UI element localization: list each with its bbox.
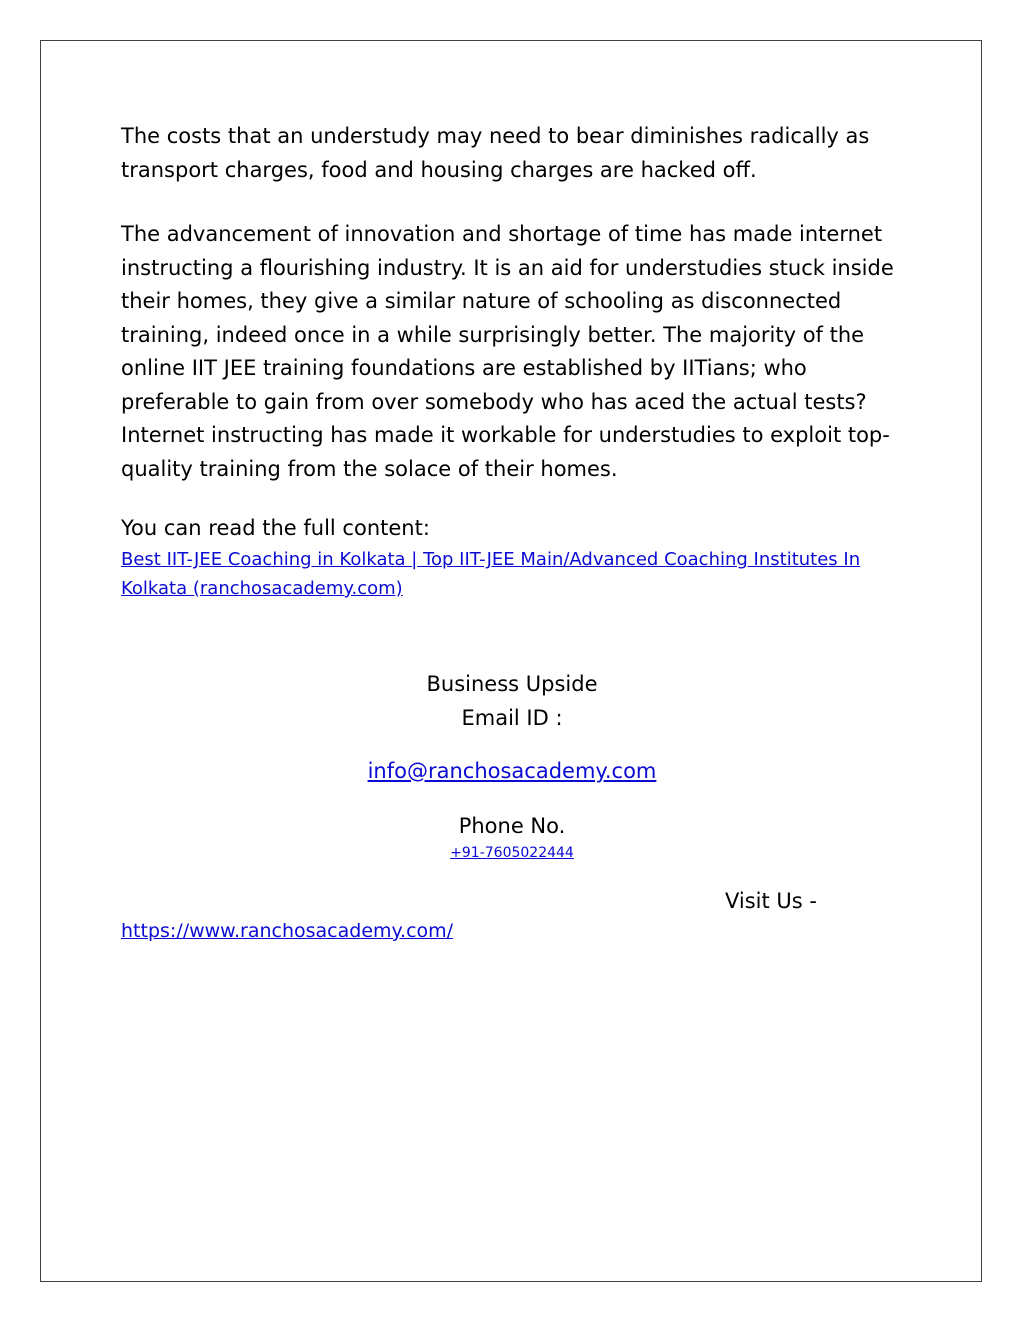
paragraph-costs: The costs that an understudy may need to bear diminishes radically as transport charges, food and housing charges are hacked off. — [121, 124, 870, 182]
visit-us-label: Visit Us - — [725, 889, 817, 913]
phone-label: Phone No. — [458, 814, 566, 838]
phone-container — [0, 843, 1024, 863]
article-link[interactable]: Best IIT-JEE Coaching in Kolkata | Top IIT-JEE Main/Advanced Coaching Institutes In Kolkata (ranchosacademy.com) — [121, 549, 861, 599]
email-label: Email ID : — [461, 706, 563, 730]
website-link[interactable]: https://www.ranchosacademy.com/ — [121, 920, 454, 942]
paragraph-advancement: The advancement of innovation and shortage of time has made internet instructing a flourishing industry. It is an aid for understudies stuck inside their homes, they give a similar nature of schooling as disconnected training, indeed once in a while surprisingly better. The majority of the online IIT JEE training foundations are established by IITians; who preferable to gain from over somebody who has aced the actual tests? Internet instructing has made it workable for understudies to exploit top-quality training from the solace of their homes. — [121, 222, 894, 481]
business-title: Business Upside — [426, 672, 598, 696]
phone-link[interactable]: +91-7605022444 — [450, 845, 574, 861]
email-link[interactable]: info@ranchosacademy.com — [367, 759, 657, 783]
email-container — [0, 755, 1024, 788]
read-full-content-label: You can read the full content: — [121, 516, 430, 540]
